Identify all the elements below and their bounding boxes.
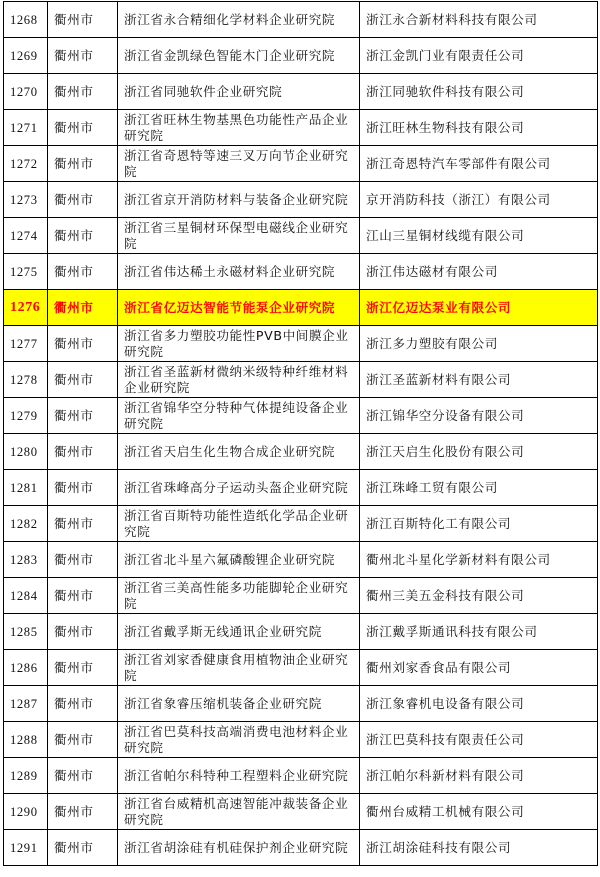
institute-name-cell: 浙江省三美高性能多功能脚轮企业研究院 <box>118 578 360 614</box>
institute-name-cell: 浙江省旺林生物基黑色功能性产品企业研究院 <box>118 110 360 146</box>
table-row <box>4 686 598 722</box>
institute-name-cell: 浙江省金凯绿色智能木门企业研究院 <box>118 38 360 74</box>
institute-name-cell: 浙江省胡涂硅有机硅保护剂企业研究院 <box>118 830 360 866</box>
table-row <box>4 146 598 182</box>
institute-name-cell: 浙江省三星铜材环保型电磁线企业研究院 <box>118 218 360 254</box>
row-number-cell: 1269 <box>4 38 48 74</box>
institute-name-cell: 浙江省帕尔科特种工程塑料企业研究院 <box>118 758 360 794</box>
row-number-cell: 1289 <box>4 758 48 794</box>
table-row <box>4 434 598 470</box>
table-body <box>4 2 598 866</box>
company-name-cell: 衢州刘家香食品有限公司 <box>360 650 598 686</box>
city-cell: 衢州市 <box>48 758 118 794</box>
institute-name-cell: 浙江省百斯特功能性造纸化学品企业研究院 <box>118 506 360 542</box>
table-row <box>4 218 598 254</box>
city-cell: 衢州市 <box>48 74 118 110</box>
row-number-cell: 1286 <box>4 650 48 686</box>
row-number-cell: 1275 <box>4 254 48 290</box>
institute-name-cell: 浙江省伟达稀土永磁材料企业研究院 <box>118 254 360 290</box>
city-cell: 衢州市 <box>48 578 118 614</box>
city-cell: 衢州市 <box>48 398 118 434</box>
company-name-cell: 浙江伟达磁材有限公司 <box>360 254 598 290</box>
table-row <box>4 650 598 686</box>
row-number-cell: 1285 <box>4 614 48 650</box>
table-row <box>4 38 598 74</box>
row-number-cell: 1281 <box>4 470 48 506</box>
table-row <box>4 614 598 650</box>
row-number-cell: 1290 <box>4 794 48 830</box>
institute-name-cell: 浙江省京开消防材料与装备企业研究院 <box>118 182 360 218</box>
company-name-cell: 京开消防科技（浙江）有限公司 <box>360 182 598 218</box>
table-row <box>4 326 598 362</box>
institute-name-cell: 浙江省锦华空分特种气体提纯设备企业研究院 <box>118 398 360 434</box>
city-cell: 衢州市 <box>48 290 118 326</box>
row-number-cell: 1270 <box>4 74 48 110</box>
row-number-cell: 1287 <box>4 686 48 722</box>
company-name-cell: 浙江天启生化股份有限公司 <box>360 434 598 470</box>
company-name-cell: 浙江戴孚斯通讯科技有限公司 <box>360 614 598 650</box>
city-cell: 衢州市 <box>48 326 118 362</box>
row-number-cell: 1283 <box>4 542 48 578</box>
institute-name-cell: 浙江省珠峰高分子运动头盔企业研究院 <box>118 470 360 506</box>
row-number-cell: 1276 <box>4 290 48 326</box>
institute-name-cell: 浙江省奇恩特等速三叉万向节企业研究院 <box>118 146 360 182</box>
table-row <box>4 2 598 38</box>
row-number-cell: 1278 <box>4 362 48 398</box>
company-name-cell: 浙江同驰软件科技有限公司 <box>360 74 598 110</box>
institute-name-cell: 浙江省永合精细化学材料企业研究院 <box>118 2 360 38</box>
city-cell: 衢州市 <box>48 110 118 146</box>
city-cell: 衢州市 <box>48 650 118 686</box>
row-number-cell: 1279 <box>4 398 48 434</box>
company-name-cell: 浙江帕尔科新材料有限公司 <box>360 758 598 794</box>
company-name-cell: 衢州台威精工机械有限公司 <box>360 794 598 830</box>
city-cell: 衢州市 <box>48 614 118 650</box>
city-cell: 衢州市 <box>48 2 118 38</box>
institute-name-cell: 浙江省戴孚斯无线通讯企业研究院 <box>118 614 360 650</box>
institute-name-cell: 浙江省刘家香健康食用植物油企业研究院 <box>118 650 360 686</box>
row-number-cell: 1268 <box>4 2 48 38</box>
institute-table <box>3 1 598 866</box>
institute-name-cell: 浙江省巴莫科技高端消费电池材料企业研究院 <box>118 722 360 758</box>
table-row <box>4 74 598 110</box>
row-number-cell: 1277 <box>4 326 48 362</box>
table-row <box>4 362 598 398</box>
city-cell: 衢州市 <box>48 218 118 254</box>
company-name-cell: 浙江奇恩特汽车零部件有限公司 <box>360 146 598 182</box>
row-number-cell: 1291 <box>4 830 48 866</box>
institute-name-cell: 浙江省象睿压缩机装备企业研究院 <box>118 686 360 722</box>
table-row <box>4 254 598 290</box>
company-name-cell: 衢州三美五金科技有限公司 <box>360 578 598 614</box>
city-cell: 衢州市 <box>48 506 118 542</box>
city-cell: 衢州市 <box>48 686 118 722</box>
row-number-cell: 1272 <box>4 146 48 182</box>
company-name-cell: 浙江永合新材料科技有限公司 <box>360 2 598 38</box>
company-name-cell: 浙江多力塑胶有限公司 <box>360 326 598 362</box>
company-name-cell: 浙江珠峰工贸有限公司 <box>360 470 598 506</box>
company-name-cell: 江山三星铜材线缆有限公司 <box>360 218 598 254</box>
table-row <box>4 182 598 218</box>
row-number-cell: 1282 <box>4 506 48 542</box>
row-number-cell: 1273 <box>4 182 48 218</box>
city-cell: 衢州市 <box>48 254 118 290</box>
company-name-cell: 浙江巴莫科技有限责任公司 <box>360 722 598 758</box>
table-row <box>4 578 598 614</box>
institute-name-cell: 浙江省亿迈达智能节能泵企业研究院 <box>118 290 360 326</box>
table-row <box>4 470 598 506</box>
institute-name-cell: 浙江省多力塑胶功能性PVB中间膜企业研究院 <box>118 326 360 362</box>
company-name-cell: 浙江百斯特化工有限公司 <box>360 506 598 542</box>
company-name-cell: 浙江金凯门业有限责任公司 <box>360 38 598 74</box>
table-row <box>4 794 598 830</box>
company-name-cell: 浙江圣蓝新材料有限公司 <box>360 362 598 398</box>
table-row <box>4 110 598 146</box>
table-row-highlighted <box>4 290 598 326</box>
city-cell: 衢州市 <box>48 830 118 866</box>
table-row <box>4 722 598 758</box>
institute-name-cell: 浙江省同驰软件企业研究院 <box>118 74 360 110</box>
city-cell: 衢州市 <box>48 542 118 578</box>
table-row <box>4 830 598 866</box>
city-cell: 衢州市 <box>48 470 118 506</box>
company-name-cell: 浙江胡涂硅科技有限公司 <box>360 830 598 866</box>
company-name-cell: 衢州北斗星化学新材料有限公司 <box>360 542 598 578</box>
company-name-cell: 浙江象睿机电设备有限公司 <box>360 686 598 722</box>
city-cell: 衢州市 <box>48 38 118 74</box>
city-cell: 衢州市 <box>48 182 118 218</box>
city-cell: 衢州市 <box>48 794 118 830</box>
row-number-cell: 1280 <box>4 434 48 470</box>
table-row <box>4 398 598 434</box>
company-name-cell: 浙江亿迈达泵业有限公司 <box>360 290 598 326</box>
table-row <box>4 542 598 578</box>
city-cell: 衢州市 <box>48 146 118 182</box>
table-row <box>4 506 598 542</box>
institute-name-cell: 浙江省天启生化生物合成企业研究院 <box>118 434 360 470</box>
company-name-cell: 浙江旺林生物科技有限公司 <box>360 110 598 146</box>
institute-name-cell: 浙江省北斗星六氟磷酸锂企业研究院 <box>118 542 360 578</box>
row-number-cell: 1284 <box>4 578 48 614</box>
table-row <box>4 758 598 794</box>
city-cell: 衢州市 <box>48 434 118 470</box>
institute-name-cell: 浙江省圣蓝新材微纳米级特种纤维材料企业研究院 <box>118 362 360 398</box>
row-number-cell: 1274 <box>4 218 48 254</box>
row-number-cell: 1288 <box>4 722 48 758</box>
institute-name-cell: 浙江省台威精机高速智能冲裁装备企业研究院 <box>118 794 360 830</box>
city-cell: 衢州市 <box>48 362 118 398</box>
company-name-cell: 浙江锦华空分设备有限公司 <box>360 398 598 434</box>
city-cell: 衢州市 <box>48 722 118 758</box>
row-number-cell: 1271 <box>4 110 48 146</box>
